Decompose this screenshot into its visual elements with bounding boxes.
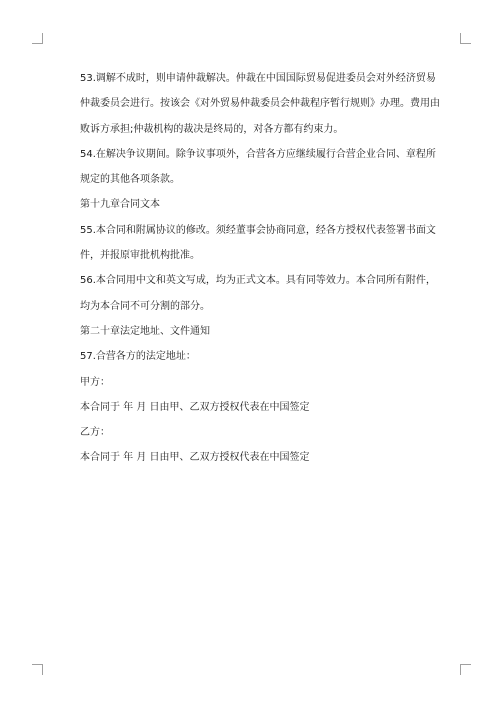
crop-mark-bottom-left — [32, 664, 43, 675]
clause-57: 57.合营各方的法定地址： — [80, 351, 196, 363]
crop-mark-bottom-right — [460, 664, 471, 675]
party-b-label: 乙方： — [80, 427, 110, 439]
clause-55: 55.本合同和附属协议的修改。须经董事会协商同意，经各方授权代表签署书面文件，并报原审批机构批准。 — [80, 224, 436, 262]
crop-mark-top-left — [32, 33, 43, 44]
clause-54: 54.在解决争议期间。除争议事项外，合营各方应继续履行合营企业合同、章程所规定的其他各项条款。 — [80, 148, 436, 186]
chapter-19-heading: 第十九章合同文本 — [80, 199, 160, 211]
clause-56: 56.本合同用中文和英文写成，均为正式文本。具有同等效力。本合同所有附件，均为本合同不可分割的部分。 — [80, 275, 436, 312]
clause-53: 53.调解不成时，则申请仲裁解决。仲裁在中国国际贸易促进委员会对外经济贸易仲裁委员会进行。按该会《对外贸易仲裁委员会仲裁程序暂行规则》办理。费用由败诉方承担;仲裁机构的裁决是终局的，对各方都有约束力。 — [80, 73, 440, 135]
signing-line-a: 本合同于 年 月 日由甲、乙双方授权代表在中国签定 — [80, 401, 310, 413]
document-body — [80, 66, 440, 471]
signing-line-b: 本合同于 年 月 日由甲、乙双方授权代表在中国签定 — [80, 452, 310, 464]
party-a-label: 甲方： — [80, 376, 110, 388]
chapter-20-heading: 第二十章法定地址、文件通知 — [80, 325, 210, 337]
crop-mark-top-right — [460, 33, 471, 44]
